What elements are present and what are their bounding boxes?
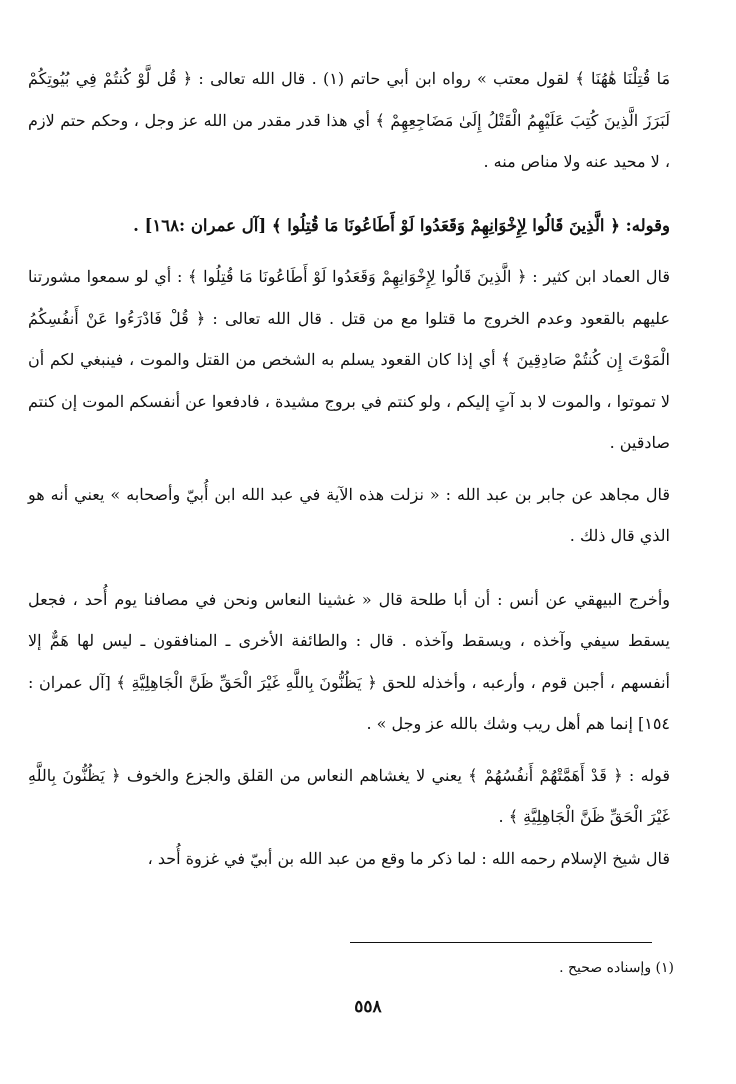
paragraph-mujahid: قال مجاهد عن جابر بن عبد الله : « نزلت هذه الآية في عبد الله ابن أُبيّ وأصحابه » يعني أنه هو الذي قال ذلك . — [28, 484, 670, 545]
paragraph-qawluhu: قوله : ﴿ قَدْ أَهَمَّتْهُمْ أَنفُسُهُمْ ﴾ يعني لا يغشاهم النعاس من القلق والجزع والخوف ﴿ يَظُنُّونَ بِاللَّهِ غَيْرَ الْحَقِّ ظَنَّ الْجَاهِلِيَّةِ ﴾ . — [28, 765, 670, 826]
verse-heading: وقوله: ﴿ الَّذِينَ قَالُوا لِإِخْوَانِهِمْ وَقَعَدُوا لَوْ أَطَاعُونَا مَا قُتِلُوا ﴾ [آل عمران :١٦٨] . — [133, 215, 670, 235]
footnote-divider — [350, 942, 652, 943]
paragraph-1: مَا قُتِلْنَا هَٰهُنَا ﴾ لقول معتب » رواه ابن أبي حاتم (١) . قال الله تعالى : ﴿ قُل لَّوْ كُنتُمْ فِي بُيُوتِكُمْ لَبَرَزَ الَّذِينَ كُتِبَ عَلَيْهِمُ الْقَتْلُ إِلَىٰ مَضَاجِعِهِمْ ﴾ أي هذا قدر مقدر من الله عز وجل ، وحكم حتم لازم ، لا محيد عنه ولا مناص منه . — [28, 69, 671, 171]
paragraph-ibn-kathir: قال العماد ابن كثير : ﴿ الَّذِينَ قَالُوا لِإِخْوَانِهِمْ وَقَعَدُوا لَوْ أَطَاعُونَا مَا قُتِلُوا ﴾ : أي لو سمعوا مشورتنا عليهم بالقعود وعدم الخروج ما قتلوا مع من قتل . قال الله تعالى : ﴿ قُلْ فَادْرَءُوا عَنْ أَنفُسِكُمُ الْمَوْتَ إِن كُنتُمْ صَادِقِينَ ﴾ أي إذا كان القعود يسلم به الشخص من القتل والموت ، فينبغي لكم أن لا تموتوا ، والموت لا بد آتٍ إليكم ، ولو كنتم في بروج مشيدة ، فادفعوا عن أنفسكم الموت إن كنتم صادقين . — [28, 267, 670, 452]
footnote: (١) وإسناده صحيح . — [559, 960, 674, 976]
paragraph-shaykh-al-islam: قال شيخ الإسلام رحمه الله : لما ذكر ما وقع من عبد الله بن أبيّ في غزوة أُحد ، — [147, 848, 670, 868]
page-body — [28, 58, 670, 879]
page-number: ٥٥٨ — [354, 997, 382, 1017]
paragraph-bayhaqi: وأخرج البيهقي عن أنس : أن أبا طلحة قال « غشينا النعاس ونحن في مصافنا يوم أُحد ، فجعل يسقط سيفي وآخذه ، ويسقط وآخذه . قال : والطائفة الأخرى ـ المنافقون ـ ليس لها هَمٌّ إلا أنفسهم ، أجبن قوم ، وأرعبه ، وأخذله للحق ﴿ يَظُنُّونَ بِاللَّهِ غَيْرَ الْحَقِّ ظَنَّ الْجَاهِلِيَّةِ ﴾ [آل عمران : ١٥٤] إنما هم أهل ريب وشك بالله عز وجل » . — [28, 589, 670, 733]
